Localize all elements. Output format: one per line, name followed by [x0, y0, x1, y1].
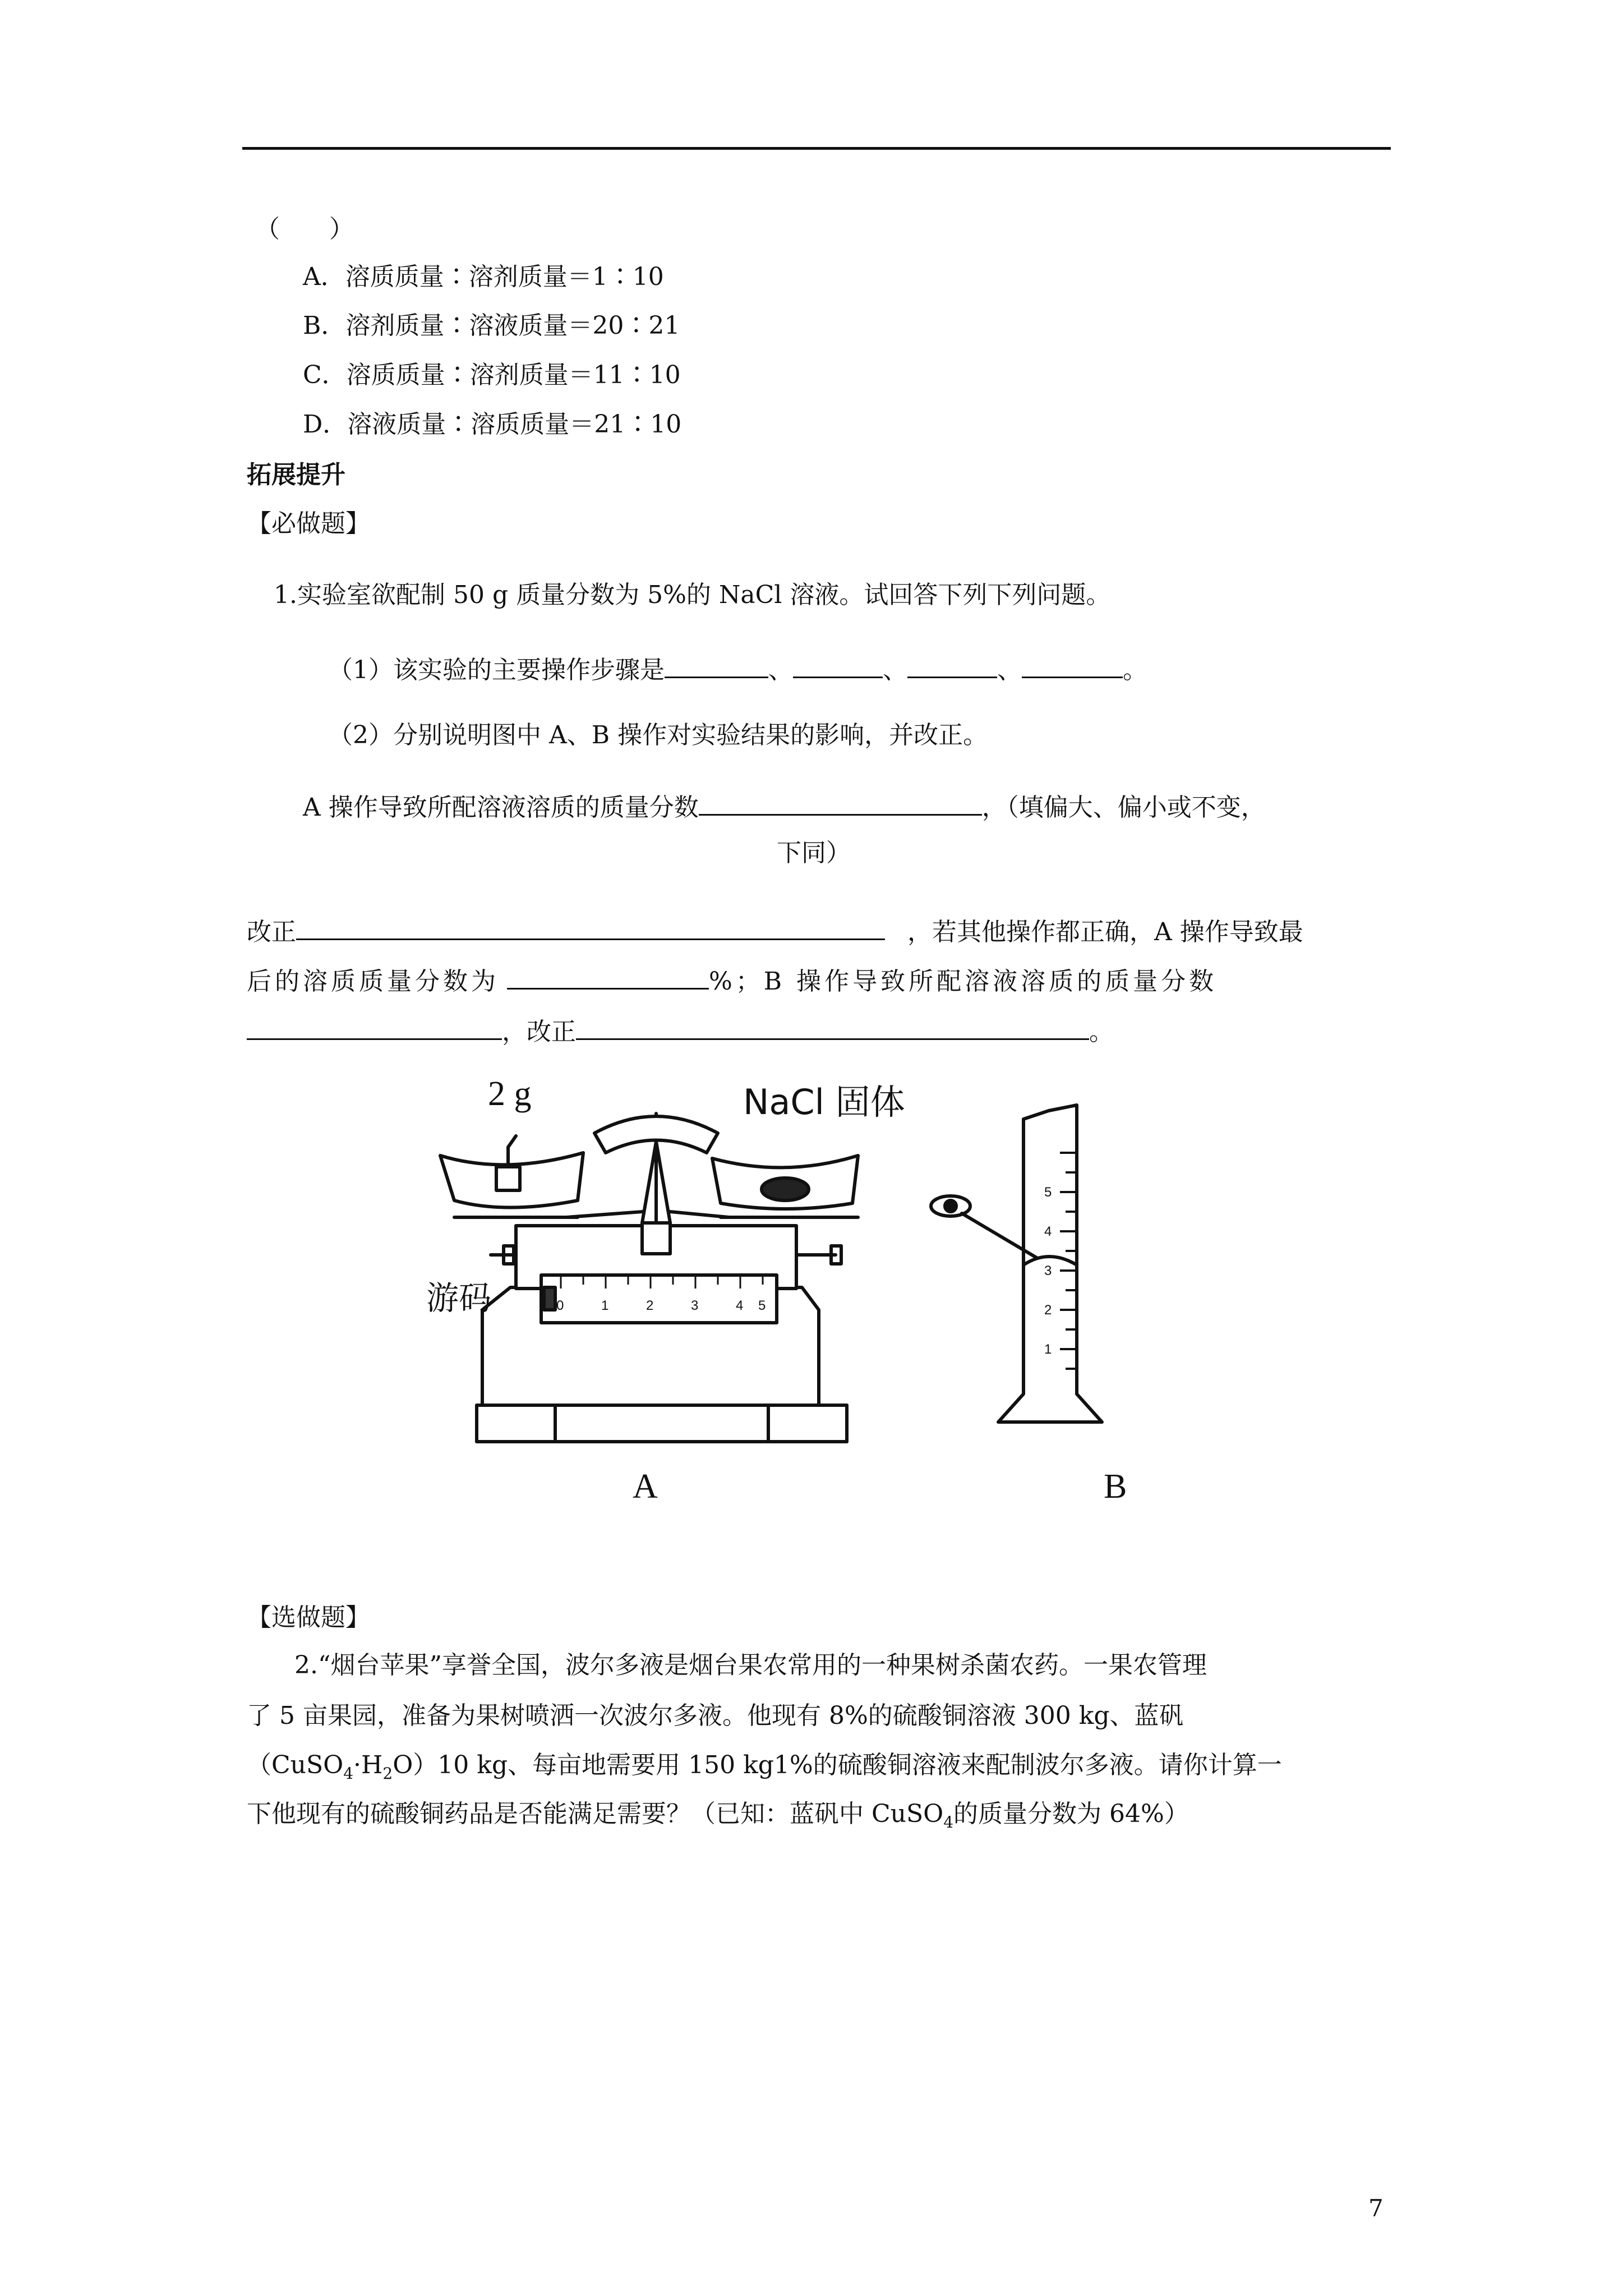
a-effect-text: A 操作导致所配溶液溶质的质量分数: [303, 793, 699, 822]
ruler-tick-label: 5: [758, 1298, 766, 1313]
figure-label-b: B: [1104, 1467, 1127, 1506]
separator: 、: [768, 656, 793, 684]
q2-line-1: 2.“烟台苹果”享誉全国，波尔多液是烟台果农常用的一种果树杀菌农药。一果农管理: [294, 1651, 1207, 1680]
ruler-tick-label: 0: [556, 1298, 564, 1313]
figure-svg: [415, 1080, 1211, 1517]
q2-line-3: [247, 1749, 1282, 1790]
answer-bracket: （ ）: [255, 215, 354, 243]
step-blank-3[interactable]: [907, 651, 997, 678]
subscript: 2: [382, 1764, 393, 1783]
weight-label: 2 g: [488, 1075, 532, 1113]
b-effect-blank[interactable]: [247, 1013, 502, 1040]
cylinder-tick-label: 5: [1044, 1185, 1052, 1200]
option-c: C．溶质质量∶溶剂质量＝11∶10: [303, 361, 681, 389]
option-d: D．溶液质量∶溶质质量＝21∶10: [303, 410, 682, 439]
final-text-2: %；B 操作导致所配溶液溶质的质量分数: [709, 967, 1218, 996]
subscript: 4: [943, 1812, 954, 1832]
step-blank-2[interactable]: [793, 651, 883, 678]
weight-block: [496, 1167, 520, 1190]
correct-label: 改正: [247, 918, 296, 946]
q1-final-line: [247, 962, 1217, 998]
page-number: 7: [1368, 2194, 1384, 2222]
cylinder-tick-label: 1: [1044, 1342, 1052, 1357]
q1-last-line: [247, 1013, 1114, 1048]
rider-label: 游码: [426, 1279, 492, 1317]
cylinder-tick-label: 4: [1044, 1224, 1052, 1239]
cylinder-tick-label: 3: [1044, 1263, 1052, 1278]
q1-a-effect: [303, 788, 1266, 824]
ruler-tick-label: 4: [736, 1298, 744, 1313]
ruler-tick-label: 1: [601, 1298, 609, 1313]
nacl-pile: [762, 1178, 809, 1200]
separator: 、: [883, 656, 907, 684]
step-blank-1[interactable]: [665, 651, 768, 678]
experiment-figure: [415, 1075, 1211, 1517]
a-correct-blank[interactable]: [296, 913, 885, 940]
separator: 、: [997, 656, 1022, 684]
q2-line-2: 了 5 亩果园，准备为果树喷洒一次波尔多液。他现有 8%的硫酸铜溶液 300 kg、蓝矾: [247, 1701, 1184, 1730]
a-effect-blank[interactable]: [699, 788, 982, 816]
last-period: 。: [1089, 1018, 1114, 1046]
a-effect-note: ，（填偏大、偏小或不变，: [981, 793, 1266, 822]
q2-text: O）10 kg、每亩地需要用 150 kg1%的硫酸铜溶液来配制波尔多液。请你计算一: [393, 1751, 1282, 1779]
ruler-tick-label: 3: [691, 1298, 699, 1313]
q2-text: ·H: [353, 1751, 383, 1779]
optional-heading: 【选做题】: [247, 1603, 370, 1632]
cylinder-tick-label: 2: [1044, 1303, 1052, 1318]
final-text-1: 后的溶质质量分数为: [247, 967, 499, 996]
q2-text: 下他现有的硫酸铜药品是否能满足需要？（已知：蓝矾中 CuSO: [247, 1800, 944, 1828]
step-blank-4[interactable]: [1022, 651, 1123, 678]
q1-correct-line: [247, 913, 1303, 949]
a-effect-note-2: 下同）: [777, 839, 851, 867]
option-a: A．溶质质量∶溶剂质量＝1∶10: [303, 263, 664, 291]
b-correct-blank[interactable]: [576, 1013, 1089, 1040]
q2-text: 的质量分数为 64%）: [953, 1800, 1189, 1828]
required-heading: 【必做题】: [247, 509, 370, 538]
q1-sub1-text: （1）该实验的主要操作步骤是: [328, 656, 665, 684]
subscript: 4: [343, 1764, 354, 1783]
q2-text: （CuSO: [247, 1751, 344, 1779]
q1-stem: 1.实验室欲配制 50 g 质量分数为 5%的 NaCl 溶液。试回答下列下列问题。: [274, 581, 1111, 609]
correct-follow: ，若其他操作都正确，A 操作导致最: [907, 918, 1303, 946]
q1-sub2: （2）分别说明图中 A、B 操作对实验结果的影响，并改正。: [328, 721, 988, 749]
ruler-tick-label: 2: [646, 1298, 654, 1313]
header-rule: [242, 147, 1391, 150]
nacl-label: NaCl 固体: [743, 1082, 905, 1122]
q2-line-4: [247, 1798, 1189, 1839]
q1-sub1: [328, 651, 1147, 687]
section-title: 拓展提升: [247, 461, 345, 489]
b-correct-label: ，改正: [502, 1018, 576, 1046]
figure-label-a: A: [633, 1467, 658, 1506]
option-b: B．溶剂质量∶溶液质量＝20∶21: [303, 311, 680, 340]
period: 。: [1123, 656, 1147, 684]
final-percent-blank[interactable]: [507, 962, 709, 990]
